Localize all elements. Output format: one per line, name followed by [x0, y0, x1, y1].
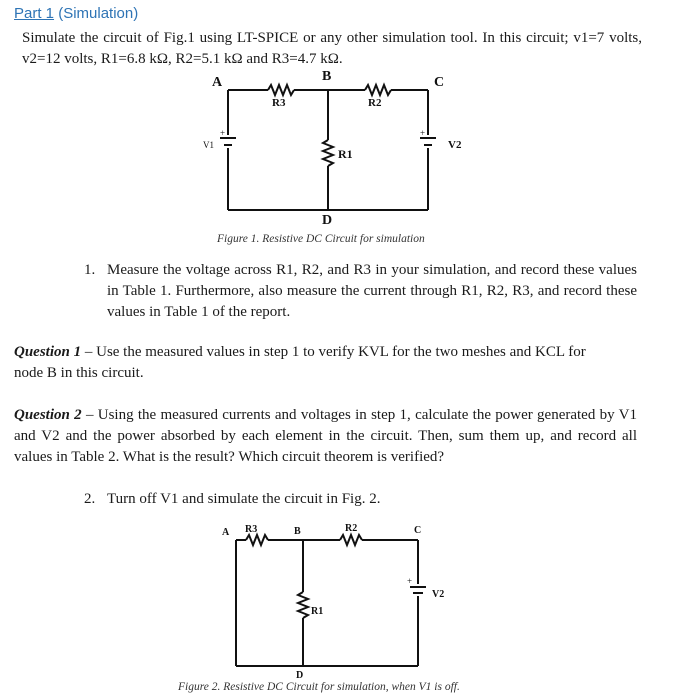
fig2-resistor-r2-symbol: [340, 535, 362, 545]
intro-paragraph: Simulate the circuit of Fig.1 using LT-SPICE or any other simulation tool. In this circuit; v1=7 volts, v2=12 volts, R1=6.8 kΩ, R2=5.1 kΩ and R3=4.7 kΩ.: [22, 30, 642, 67]
fig2-label-r2: R2: [345, 523, 358, 534]
step-2-number: 2.: [84, 491, 96, 507]
fig1-label-v1: V1: [203, 140, 214, 150]
part-suffix: (Simulation): [54, 5, 139, 22]
question-2-label: Question 2: [14, 407, 82, 423]
question-1-label: Question 1: [14, 344, 82, 360]
fig1-label-v2: V2: [448, 139, 462, 151]
fig1-label-r2: R2: [368, 97, 382, 109]
fig1-node-a: A: [212, 75, 223, 90]
fig1-node-d: D: [322, 213, 333, 228]
fig2-resistor-r1-symbol: [298, 592, 308, 618]
fig1-label-r3: R3: [272, 97, 286, 109]
part-link[interactable]: Part 1: [14, 5, 55, 22]
figure-1-caption: Figure 1. Resistive DC Circuit for simulation: [217, 233, 425, 245]
fig2-label-v2: V2: [432, 589, 445, 600]
fig1-label-r1: R1: [338, 147, 353, 161]
fig1-node-c: C: [434, 75, 445, 90]
question-2-text: – Using the measured currents and voltages in step 1, calculate the power generated by V1 and V2 and the power absorbed by each element in the circuit. Then, sum them up, and record all values in Table 2. What is the result? Which circuit theorem is verified?: [14, 407, 637, 465]
fig2-node-d: D: [296, 670, 304, 681]
question-1-text: – Use the measured values in step 1 to verify KVL for the two meshes and KCL for node B in this circuit.: [14, 344, 586, 381]
fig2-node-a: A: [222, 527, 230, 538]
fig1-v1-plus: +: [220, 128, 226, 138]
fig2-label-r3: R3: [245, 524, 258, 535]
fig2-label-r1: R1: [311, 606, 324, 617]
fig1-v2-plus: +: [420, 128, 426, 138]
fig2-resistor-r3-symbol: [246, 535, 268, 545]
fig1-node-b: B: [322, 69, 332, 84]
step-2-text: Turn off V1 and simulate the circuit in Fig. 2.: [107, 491, 381, 507]
step-1-number: 1.: [84, 262, 96, 278]
figure-2-caption: Figure 2. Resistive DC Circuit for simulation, when V1 is off.: [178, 681, 460, 693]
step-1-text: Measure the voltage across R1, R2, and R3 in your simulation, and record these values in Table 1. Furthermore, also measure the current through R1, R2, R3, and record these values in Table 1 of the report.: [107, 262, 637, 320]
fig2-v2-plus: +: [407, 576, 413, 586]
fig2-node-c: C: [414, 525, 422, 536]
fig2-node-b: B: [294, 526, 301, 537]
